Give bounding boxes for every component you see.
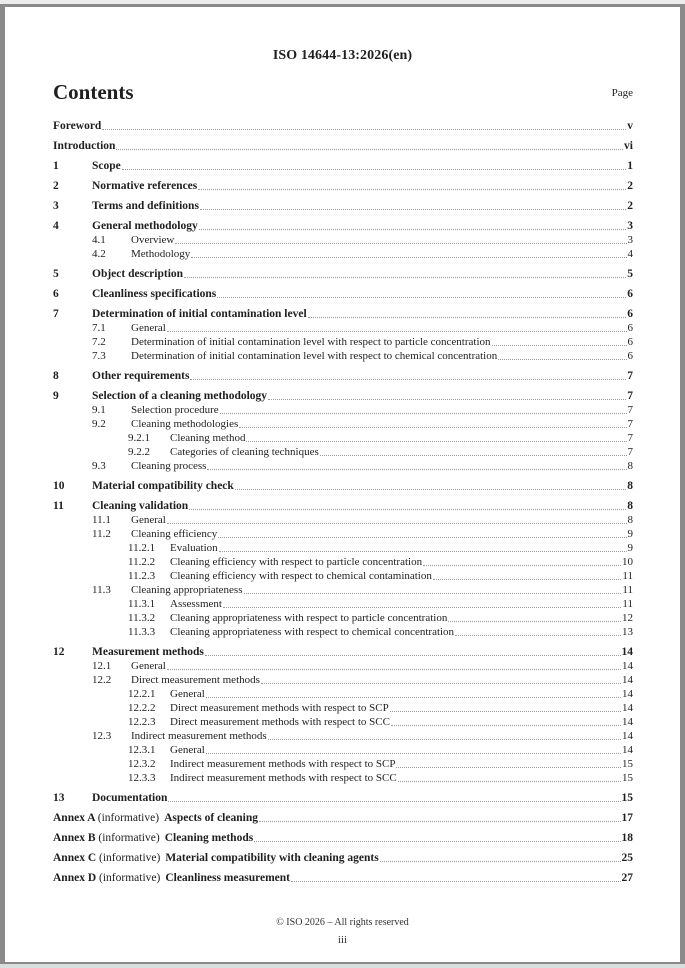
toc-entry-number: 7.1: [92, 322, 106, 334]
toc-entry-number: 9.2.2: [128, 446, 150, 458]
dot-leader: [320, 454, 627, 456]
toc-entry-page[interactable]: 18: [621, 832, 633, 844]
toc-entry-page[interactable]: 11: [622, 584, 633, 596]
toc-entry-title[interactable]: General methodology: [92, 220, 198, 232]
toc-entry-page[interactable]: 11: [622, 570, 633, 582]
toc-entry-title[interactable]: Selection of a cleaning methodology: [92, 390, 268, 402]
toc-entry-number: 6: [53, 288, 59, 300]
toc-entry-page[interactable]: 14: [622, 674, 633, 686]
toc-entry-page[interactable]: 9: [627, 542, 633, 554]
dot-leader: [498, 358, 626, 360]
footer-page-number: iii: [337, 934, 348, 946]
toc-entry-number: 12.1: [92, 660, 112, 672]
toc-entry-page[interactable]: 13: [622, 626, 633, 638]
toc-entry-number: 12.2.2: [128, 702, 156, 714]
toc-entry-number: 9: [53, 390, 59, 402]
toc-entry[interactable]: [53, 139, 633, 153]
toc-entry-page[interactable]: 8: [627, 514, 633, 526]
dot-leader: [246, 440, 626, 442]
toc-entry-number: 12.3.2: [128, 758, 156, 770]
toc-entry-page[interactable]: 3: [627, 220, 633, 232]
annex-type: (informative): [98, 832, 160, 844]
toc-entry[interactable]: [53, 743, 633, 757]
dot-leader: [268, 738, 621, 740]
toc-entry[interactable]: [53, 791, 633, 805]
dot-leader: [268, 398, 626, 400]
dot-leader: [235, 488, 626, 490]
dot-leader: [423, 564, 621, 566]
toc-entry-title[interactable]: Normative references: [92, 180, 198, 192]
toc-entry-number: 12.3.1: [128, 744, 156, 756]
dot-leader: [122, 168, 627, 170]
toc-entry-title[interactable]: Determination of initial contamination level: [92, 308, 307, 320]
toc-entry-number: 11.2.3: [128, 570, 156, 582]
dot-leader: [207, 468, 626, 470]
toc-entry-title[interactable]: Cleaning methodologies: [131, 418, 239, 430]
toc-entry-page[interactable]: 5: [627, 268, 633, 280]
dot-leader: [199, 228, 627, 230]
toc-entry-title[interactable]: Assessment: [170, 598, 222, 610]
annex-label: Annex C: [53, 852, 97, 864]
toc-entry-title[interactable]: Overview: [131, 234, 175, 246]
toc-entry-title[interactable]: Foreword: [53, 120, 102, 132]
toc-entry[interactable]: [53, 369, 633, 383]
annex-title: Cleanliness measurement: [165, 872, 291, 884]
toc-entry-page[interactable]: 7: [627, 432, 633, 444]
toc-entry-number: 3: [53, 200, 59, 212]
annex-heading[interactable]: [53, 831, 253, 845]
annex-title: Material compatibility with cleaning agents: [165, 852, 379, 864]
annex-type: (informative): [99, 872, 161, 884]
toc-entry-page[interactable]: 2: [627, 180, 633, 192]
toc-entry[interactable]: [53, 659, 633, 673]
toc-entry[interactable]: [53, 307, 633, 321]
toc-entry-title[interactable]: Evaluation: [170, 542, 218, 554]
dot-leader: [220, 412, 627, 414]
toc-entry-page[interactable]: 17: [621, 812, 633, 824]
toc-entry-title[interactable]: Cleaning method: [170, 432, 246, 444]
toc-entry-page[interactable]: 6: [627, 336, 633, 348]
dot-leader: [217, 296, 626, 298]
toc-entry-title[interactable]: Indirect measurement methods with respect to SCP: [170, 758, 396, 770]
toc-entry-title[interactable]: Determination of initial contamination level with respect to particle concentration: [131, 336, 491, 348]
toc-entry[interactable]: [53, 715, 633, 729]
toc-entry[interactable]: [53, 687, 633, 701]
dot-leader: [239, 426, 626, 428]
document-id-header: ISO 14644-13:2026(en): [272, 48, 413, 63]
toc-annex-entry[interactable]: [53, 871, 633, 885]
toc-entry-page[interactable]: 11: [622, 598, 633, 610]
toc-entry[interactable]: [53, 555, 633, 569]
toc-entry-page[interactable]: 4: [627, 248, 633, 260]
toc-entry-page[interactable]: 8: [627, 480, 633, 492]
toc-entry[interactable]: [53, 673, 633, 687]
dot-leader: [175, 242, 626, 244]
dot-leader: [455, 634, 621, 636]
toc-entry-title[interactable]: Cleaning appropriateness with respect to chemical concentration: [170, 626, 455, 638]
toc-entry-title[interactable]: Cleaning efficiency: [131, 528, 218, 540]
toc-entry[interactable]: [53, 349, 633, 363]
dot-leader: [184, 276, 626, 278]
annex-title: Aspects of cleaning: [164, 812, 258, 824]
toc-entry-page[interactable]: 15: [622, 772, 633, 784]
toc-entry-number: 9.2.1: [128, 432, 150, 444]
toc-entry-page[interactable]: 7: [627, 418, 633, 430]
toc-entry[interactable]: [53, 569, 633, 583]
toc-entry[interactable]: [53, 757, 633, 771]
toc-entry-number: 11.3.1: [128, 598, 156, 610]
toc-entry[interactable]: [53, 199, 633, 213]
toc-entry-title[interactable]: Terms and definitions: [92, 200, 199, 212]
toc-entry-page[interactable]: v: [627, 120, 633, 132]
annex-heading[interactable]: [53, 851, 379, 865]
dot-leader: [206, 752, 621, 754]
toc-entry-title[interactable]: Documentation: [92, 792, 168, 804]
toc-entry[interactable]: [53, 233, 633, 247]
toc-entry-title[interactable]: Indirect measurement methods: [131, 730, 267, 742]
toc-entry-title[interactable]: Determination of initial contamination level with respect to chemical concentration: [131, 350, 498, 362]
toc-entry[interactable]: [53, 321, 633, 335]
toc-entry-page[interactable]: 14: [621, 646, 633, 658]
toc-entry-number: 12.2.1: [128, 688, 156, 700]
annex-label: Annex D: [53, 872, 97, 884]
toc-entry-page[interactable]: 14: [622, 688, 633, 700]
toc-entry[interactable]: [53, 771, 633, 785]
toc-entry[interactable]: [53, 267, 633, 281]
toc-entry-page[interactable]: 25: [621, 852, 633, 864]
toc-entry-page[interactable]: 8: [627, 500, 633, 512]
toc-entry-number: 11.3.3: [128, 626, 156, 638]
toc-entry-number: 12.2: [92, 674, 112, 686]
toc-entry-number: 9.1: [92, 404, 106, 416]
dot-leader: [219, 550, 627, 552]
toc-entry-title[interactable]: Direct measurement methods: [131, 674, 260, 686]
document-page: [5, 7, 680, 962]
footer-copyright: © ISO 2026 – All rights reserved: [276, 917, 409, 928]
toc-entry-number: 12: [53, 646, 65, 658]
toc-entry-title[interactable]: Cleaning process: [131, 460, 207, 472]
toc-entry[interactable]: [53, 541, 633, 555]
toc-entry[interactable]: [53, 335, 633, 349]
toc-entry[interactable]: [53, 417, 633, 431]
dot-leader: [492, 344, 627, 346]
toc-entry-title[interactable]: Cleanliness specifications: [92, 288, 217, 300]
toc-entry-page[interactable]: 6: [627, 308, 633, 320]
toc-entry[interactable]: [53, 513, 633, 527]
dot-leader: [390, 710, 621, 712]
toc-entry-page[interactable]: 6: [627, 350, 633, 362]
toc-entry[interactable]: [53, 431, 633, 445]
dot-leader: [189, 508, 626, 510]
annex-heading[interactable]: [53, 811, 258, 825]
dot-leader: [291, 880, 620, 882]
toc-entry-number: 4.1: [92, 234, 106, 246]
annex-title: Cleaning methods: [164, 832, 254, 844]
toc-entry-title[interactable]: Methodology: [131, 248, 191, 260]
dot-leader: [167, 330, 627, 332]
toc-entry-number: 11.2: [92, 528, 111, 540]
dot-leader: [218, 536, 626, 538]
toc-entry-page[interactable]: vi: [624, 140, 633, 152]
toc-entry-page[interactable]: 8: [627, 460, 633, 472]
dot-leader: [116, 148, 623, 150]
toc-entry-title[interactable]: Categories of cleaning techniques: [170, 446, 319, 458]
dot-leader: [167, 668, 621, 670]
toc-entry[interactable]: [53, 597, 633, 611]
toc-entry-title[interactable]: Direct measurement methods with respect to SCC: [170, 716, 390, 728]
dot-leader: [167, 522, 627, 524]
dot-leader: [206, 696, 621, 698]
toc-entry-title[interactable]: General: [170, 688, 205, 700]
toc-entry-page[interactable]: 12: [622, 612, 633, 624]
toc-entry-title[interactable]: General: [131, 660, 166, 672]
toc-entry-title[interactable]: Material compatibility check: [92, 480, 234, 492]
toc-entry-title[interactable]: Introduction: [53, 140, 116, 152]
toc-entry-page[interactable]: 10: [622, 556, 633, 568]
table-of-contents: [53, 119, 633, 885]
toc-entry[interactable]: [53, 247, 633, 261]
annex-type: (informative): [99, 852, 161, 864]
toc-entry-page[interactable]: 15: [621, 792, 633, 804]
toc-entry-number: 4: [53, 220, 59, 232]
toc-entry[interactable]: [53, 611, 633, 625]
dot-leader: [244, 592, 622, 594]
toc-entry-number: 11.2.2: [128, 556, 156, 568]
toc-entry-number: 2: [53, 180, 59, 192]
toc-entry-number: 10: [53, 480, 65, 492]
toc-entry[interactable]: [53, 403, 633, 417]
toc-entry-number: 11: [53, 500, 64, 512]
annex-type: (informative): [97, 812, 160, 824]
toc-entry[interactable]: [53, 645, 633, 659]
dot-leader: [433, 578, 622, 580]
toc-entry-number: 9.3: [92, 460, 106, 472]
toc-entry-title[interactable]: Object description: [92, 268, 184, 280]
toc-annex-entry[interactable]: [53, 811, 633, 825]
toc-entry[interactable]: [53, 701, 633, 715]
dot-leader: [380, 860, 621, 862]
toc-entry-title[interactable]: Cleaning appropriateness: [131, 584, 243, 596]
toc-entry-page[interactable]: 14: [622, 730, 633, 742]
toc-entry-page[interactable]: 14: [622, 660, 633, 672]
dot-leader: [198, 188, 626, 190]
toc-entry-title[interactable]: Selection procedure: [131, 404, 219, 416]
toc-entry[interactable]: [53, 459, 633, 473]
toc-entry-number: 4.2: [92, 248, 106, 260]
toc-annex-entry[interactable]: [53, 831, 633, 845]
toc-entry-number: 12.3.3: [128, 772, 156, 784]
dot-leader: [391, 724, 621, 726]
dot-leader: [308, 316, 627, 318]
toc-entry-number: 8: [53, 370, 59, 382]
toc-entry-page[interactable]: 1: [627, 160, 633, 172]
toc-entry-number: 11.2.1: [128, 542, 156, 554]
toc-entry[interactable]: [53, 479, 633, 493]
toc-entry[interactable]: [53, 625, 633, 639]
dot-leader: [223, 606, 621, 608]
dot-leader: [398, 780, 621, 782]
dot-leader: [259, 820, 621, 822]
dot-leader: [396, 766, 621, 768]
toc-entry-title[interactable]: Other requirements: [92, 370, 190, 382]
toc-entry-page[interactable]: 7: [627, 404, 633, 416]
toc-entry[interactable]: [53, 445, 633, 459]
dot-leader: [191, 256, 626, 258]
toc-entry-number: 11.3: [92, 584, 111, 596]
toc-entry[interactable]: [53, 499, 633, 513]
annex-label: Annex A: [53, 812, 95, 824]
toc-entry-page[interactable]: 15: [622, 758, 633, 770]
toc-entry[interactable]: [53, 179, 633, 193]
toc-entry[interactable]: [53, 583, 633, 597]
toc-entry-page[interactable]: 6: [627, 288, 633, 300]
toc-entry-number: 7: [53, 308, 59, 320]
toc-entry-page[interactable]: 14: [622, 744, 633, 756]
toc-entry-page[interactable]: 7: [627, 446, 633, 458]
toc-entry[interactable]: [53, 389, 633, 403]
toc-entry-title[interactable]: Cleaning appropriateness with respect to particle concentration: [170, 612, 448, 624]
toc-entry-number: 13: [53, 792, 65, 804]
toc-entry[interactable]: [53, 159, 633, 173]
toc-entry-number: 5: [53, 268, 59, 280]
toc-entry-title[interactable]: Cleaning efficiency with respect to particle concentration: [170, 556, 423, 568]
toc-entry-title[interactable]: Direct measurement methods with respect to SCP: [170, 702, 389, 714]
toc-entry-page[interactable]: 6: [627, 322, 633, 334]
dot-leader: [102, 128, 626, 130]
toc-entry-title[interactable]: Cleaning validation: [92, 500, 189, 512]
toc-entry-page[interactable]: 14: [622, 716, 633, 728]
toc-entry-title[interactable]: Indirect measurement methods with respect to SCC: [170, 772, 397, 784]
toc-entry-page[interactable]: 27: [621, 872, 633, 884]
toc-entry-number: 7.3: [92, 350, 106, 362]
dot-leader: [190, 378, 626, 380]
toc-entry-number: 11.1: [92, 514, 111, 526]
toc-entry-number: 7.2: [92, 336, 106, 348]
toc-entry[interactable]: [53, 729, 633, 743]
toc-entry-page[interactable]: 3: [627, 234, 633, 246]
dot-leader: [448, 620, 621, 622]
annex-heading[interactable]: [53, 871, 290, 885]
page-column-label: Page: [611, 87, 633, 99]
toc-entry[interactable]: [53, 287, 633, 301]
document-viewer-frame: [0, 4, 685, 964]
toc-entry[interactable]: [53, 527, 633, 541]
toc-entry-number: 12.3: [92, 730, 112, 742]
annex-label: Annex B: [53, 832, 96, 844]
toc-entry-number: 11.3.2: [128, 612, 156, 624]
toc-entry-page[interactable]: 2: [627, 200, 633, 212]
toc-entry-title[interactable]: General: [131, 322, 166, 334]
toc-entry-title[interactable]: Scope: [92, 160, 121, 172]
toc-entry-title[interactable]: General: [131, 514, 166, 526]
toc-entry-page[interactable]: 7: [627, 390, 633, 402]
toc-entry[interactable]: [53, 219, 633, 233]
toc-entry[interactable]: [53, 119, 633, 133]
dot-leader: [200, 208, 626, 210]
toc-annex-entry[interactable]: [53, 851, 633, 865]
toc-entry-number: 1: [53, 160, 59, 172]
toc-entry-number: 12.2.3: [128, 716, 156, 728]
toc-entry-title[interactable]: Cleaning efficiency with respect to chemical contamination: [170, 570, 432, 582]
toc-entry-number: 9.2: [92, 418, 106, 430]
toc-entry-page[interactable]: 9: [627, 528, 633, 540]
dot-leader: [205, 654, 621, 656]
toc-entry-page[interactable]: 14: [622, 702, 633, 714]
toc-entry-title[interactable]: General: [170, 744, 205, 756]
contents-heading: Contents: [53, 80, 134, 104]
toc-entry-page[interactable]: 7: [627, 370, 633, 382]
dot-leader: [168, 800, 620, 802]
toc-entry-title[interactable]: Measurement methods: [92, 646, 204, 658]
dot-leader: [261, 682, 621, 684]
dot-leader: [254, 840, 620, 842]
